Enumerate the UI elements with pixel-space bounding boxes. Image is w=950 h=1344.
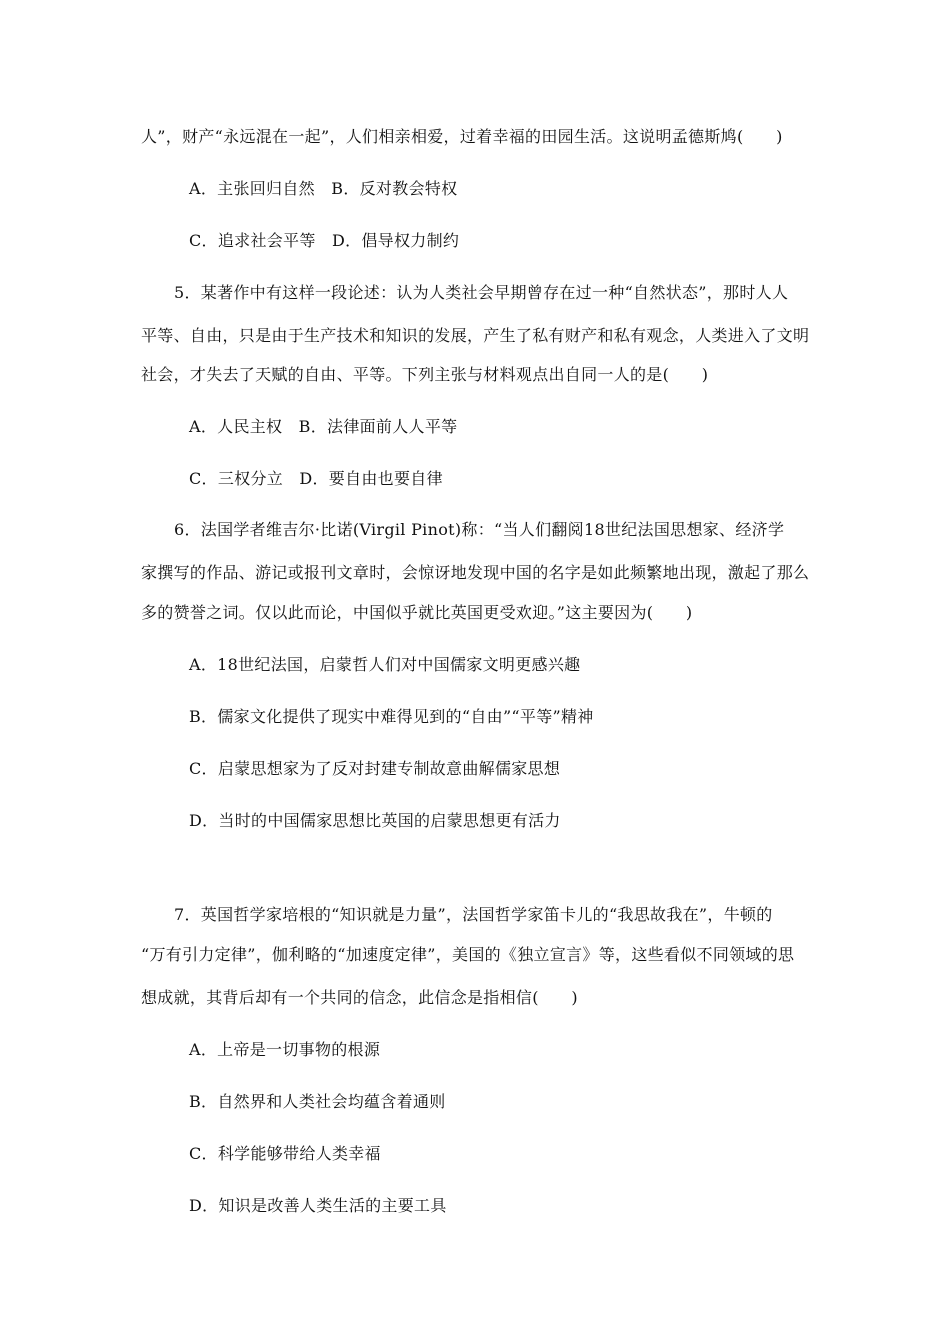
q5-options-cd: C．三权分立 D．要自由也要自律 [189,469,443,488]
q7-stem-line-1: 7．英国哲学家培根的“知识就是力量”，法国哲学家笛卡儿的“我思故我在”，牛顿的 [174,905,773,924]
q7-stem-line-3: 想成就，其背后却有一个共同的信念，此信念是指相信( ) [141,988,578,1007]
q5-stem-line-2: 平等、自由，只是由于生产技术和知识的发展，产生了私有财产和私有观念，人类进入了文明 [141,326,810,345]
q6-option-a: A．18世纪法国，启蒙哲人们对中国儒家文明更感兴趣 [189,655,581,674]
q4-stem-tail: 人”，财产“永远混在一起”，人们相亲相爱，过着幸福的田园生活。这说明孟德斯鸠( ) [141,127,783,146]
q6-stem-line-3: 多的赞誉之词。仅以此而论，中国似乎就比英国更受欢迎。”这主要因为( ) [141,603,693,622]
q6-stem-line-1: 6．法国学者维吉尔·比诺(Virgil Pinot)称：“当人们翻阅18世纪法国思想家、经济学 [174,520,785,539]
q7-option-b: B．自然界和人类社会均蕴含着通则 [189,1092,446,1111]
q4-options-ab: A．主张回归自然 B．反对教会特权 [189,179,458,198]
q7-option-d: D．知识是改善人类生活的主要工具 [189,1196,447,1215]
q6-option-b: B．儒家文化提供了现实中难得见到的“自由”“平等”精神 [189,707,594,726]
q7-stem-line-2: “万有引力定律”，伽利略的“加速度定律”，美国的《独立宣言》等，这些看似不同领域的思 [141,945,795,964]
q5-stem-line-1: 5．某著作中有这样一段论述：认为人类社会早期曾存在过一种“自然状态”，那时人人 [174,283,789,302]
q5-stem-line-3: 社会，才失去了天赋的自由、平等。下列主张与材料观点出自同一人的是( ) [141,365,709,384]
q4-options-cd: C．追求社会平等 D．倡导权力制约 [189,231,460,250]
q6-option-d: D．当时的中国儒家思想比英国的启蒙思想更有活力 [189,811,561,830]
q5-options-ab: A．人民主权 B．法律面前人人平等 [189,417,458,436]
q7-option-a: A．上帝是一切事物的根源 [189,1040,381,1059]
q6-option-c: C．启蒙思想家为了反对封建专制故意曲解儒家思想 [189,759,561,778]
q7-option-c: C．科学能够带给人类幸福 [189,1144,381,1163]
q6-stem-line-2: 家撰写的作品、游记或报刊文章时，会惊讶地发现中国的名字是如此频繁地出现，激起了那么 [141,563,810,582]
